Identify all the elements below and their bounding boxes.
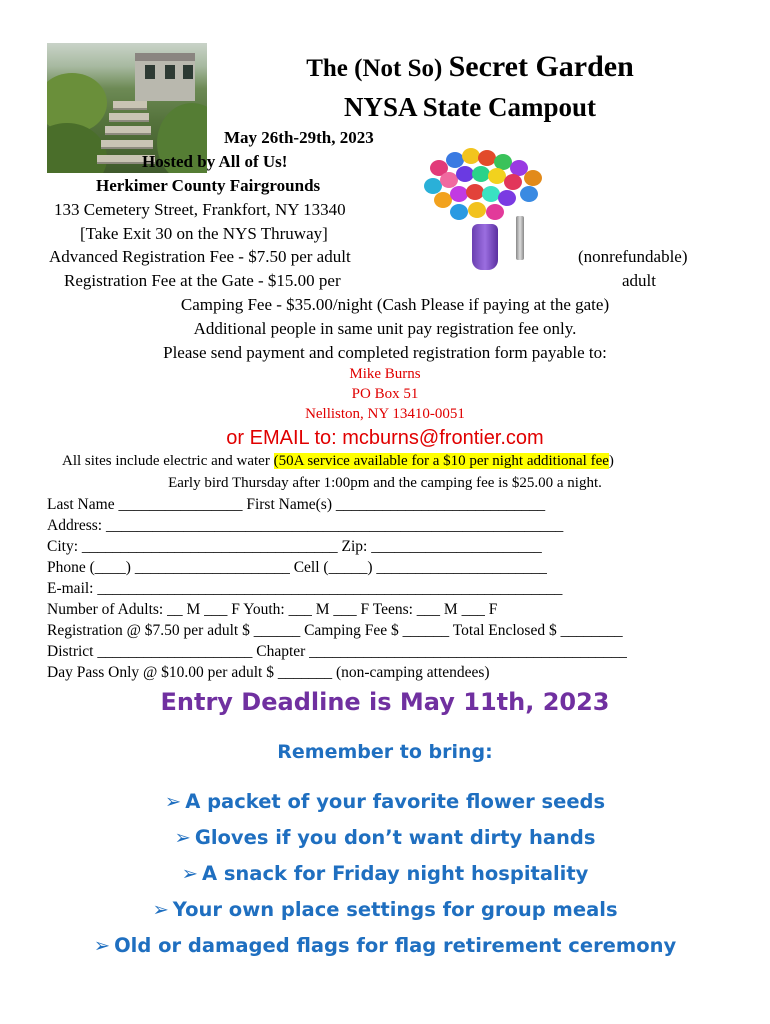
list-item: ➢ A packet of your favorite flower seeds	[164, 790, 606, 813]
mail-box: PO Box 51	[351, 386, 419, 402]
form-district-line[interactable]: District ____________________ Chapter _________________________________________	[47, 643, 627, 660]
list-item: ➢ Gloves if you don’t want dirty hands	[174, 826, 596, 849]
advanced-fee-note: (nonrefundable)	[578, 247, 688, 266]
event-dates: May 26th-29th, 2023	[224, 128, 374, 147]
mail-city: Nelliston, NY 13410-0051	[305, 406, 465, 422]
email-line: or EMAIL to: mcburns@frontier.com	[226, 427, 544, 449]
list-item: ➢ Old or damaged flags for flag retirement ceremony	[93, 934, 677, 957]
form-daypass-line[interactable]: Day Pass Only @ $10.00 per adult $ _______ (non-camping attendees)	[47, 664, 490, 681]
event-host: Hosted by All of Us!	[142, 152, 288, 171]
arrow-bullet-icon: ➢	[174, 826, 191, 849]
event-address: 133 Cemetery Street, Frankfort, NY 13340	[54, 200, 346, 219]
flower-vase-image	[420, 146, 548, 272]
form-phone-line[interactable]: Phone (____) ____________________ Cell (_____) ______________________	[47, 559, 547, 576]
mail-name: Mike Burns	[349, 366, 421, 382]
arrow-bullet-icon: ➢	[181, 862, 198, 885]
additional-people: Additional people in same unit pay registration fee only.	[193, 319, 577, 338]
remember-heading: Remember to bring:	[277, 741, 493, 763]
sites-info: All sites include electric and water (50A service available for a $10 per night additional fee)	[62, 453, 614, 469]
early-bird: Early bird Thursday after 1:00pm and the camping fee is $25.00 a night.	[168, 475, 602, 491]
send-payment: Please send payment and completed registration form payable to:	[163, 343, 607, 362]
event-directions: [Take Exit 30 on the NYS Thruway]	[80, 224, 328, 243]
list-item: ➢ Your own place settings for group meals	[152, 898, 618, 921]
page-title: The (Not So) Secret Garden	[306, 50, 634, 83]
form-name-line[interactable]: Last Name ________________ First Name(s) ___________________________	[47, 496, 546, 513]
highlighted-fee: (50A service available for a $10 per night additional fee	[273, 453, 609, 469]
form-city-line[interactable]: City: _________________________________ Zip: ______________________	[47, 538, 542, 555]
gate-fee-note: adult	[622, 271, 656, 290]
vase	[472, 224, 498, 270]
entry-deadline: Entry Deadline is May 11th, 2023	[160, 688, 610, 716]
camping-fee: Camping Fee - $35.00/night (Cash Please if paying at the gate)	[180, 295, 610, 314]
arrow-bullet-icon: ➢	[152, 898, 169, 921]
arrow-bullet-icon: ➢	[93, 934, 111, 957]
form-fees-line[interactable]: Registration @ $7.50 per adult $ ______ Camping Fee $ ______ Total Enclosed $ ________	[47, 622, 623, 639]
list-item: ➢ A snack for Friday night hospitality	[181, 862, 589, 885]
form-address-line[interactable]: Address: ___________________________________________________________	[47, 517, 564, 534]
event-venue: Herkimer County Fairgrounds	[96, 176, 321, 195]
arrow-bullet-icon: ➢	[164, 790, 182, 813]
form-attendees-line[interactable]: Number of Adults: __ M ___ F Youth: ___ M ___ F Teens: ___ M ___ F	[47, 601, 498, 618]
gate-fee: Registration Fee at the Gate - $15.00 per	[64, 271, 341, 290]
form-email-line[interactable]: E-mail: ____________________________________________________________	[47, 580, 563, 597]
page-subtitle: NYSA State Campout	[343, 92, 597, 122]
wind-chime	[516, 216, 524, 260]
advanced-fee: Advanced Registration Fee - $7.50 per adult	[49, 247, 351, 266]
